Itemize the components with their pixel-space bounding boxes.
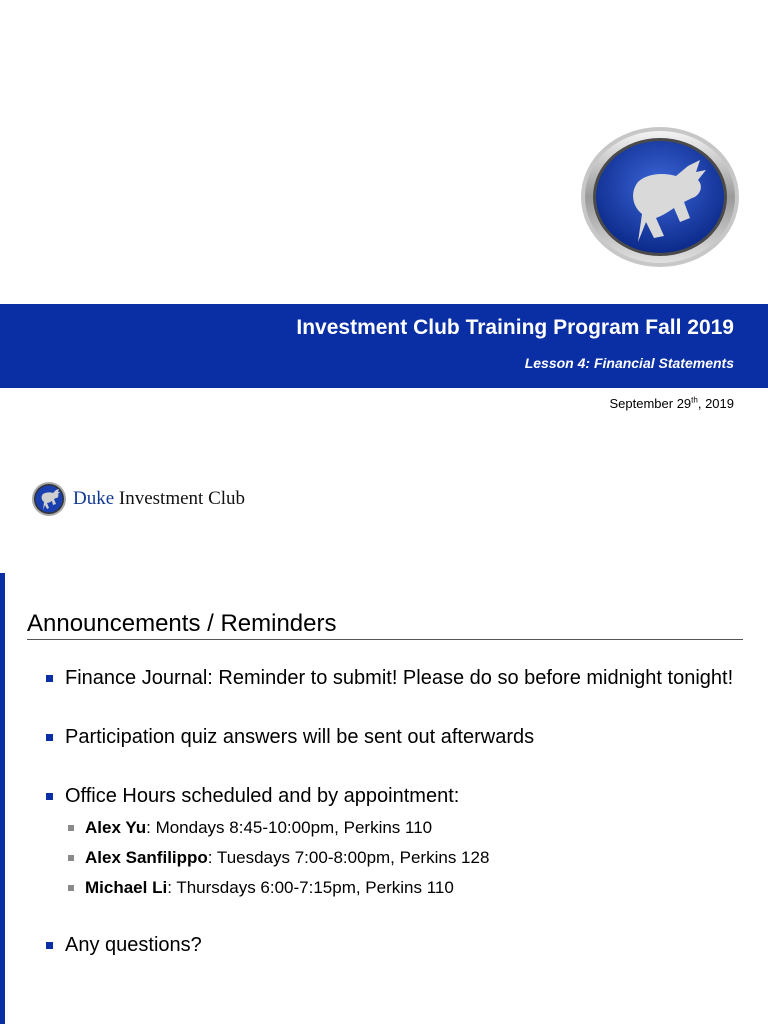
date-suffix: th [691, 395, 698, 405]
bullet-icon [46, 734, 53, 741]
club-logo [31, 481, 245, 517]
list-item [46, 664, 736, 692]
accent-bar [0, 573, 5, 1024]
bull-emblem-icon [580, 126, 740, 268]
bullet-icon [46, 942, 53, 949]
list-item [46, 782, 736, 810]
bullet-icon [46, 793, 53, 800]
section-divider [27, 639, 743, 640]
sub-bullet-text [85, 876, 454, 900]
sub-list-item [68, 846, 736, 870]
lesson-subtitle: Lesson 4: Financial Statements [524, 355, 734, 371]
list-item [46, 931, 736, 959]
bull-logo-icon [31, 481, 67, 517]
sub-bullet-icon [68, 885, 74, 891]
person-name: Michael Li [85, 878, 168, 897]
sub-list-item [68, 816, 736, 840]
presentation-date [610, 396, 735, 411]
list-item [46, 723, 736, 751]
sub-list-item [68, 876, 736, 900]
sub-bullet-icon [68, 855, 74, 861]
date-month-day: September 29 [609, 396, 692, 411]
date-year: , 2019 [697, 396, 734, 411]
presentation-title: Investment Club Training Program Fall 2019 [296, 316, 734, 339]
bullet-text: Participation quiz answers will be sent out afterwards [65, 726, 535, 748]
bullet-text: Any questions? [65, 934, 202, 956]
bullet-icon [46, 675, 53, 682]
person-name: Alex Sanfilippo [85, 848, 208, 867]
sub-bullet-icon [68, 825, 74, 831]
club-name-rest: Investment Club [114, 488, 246, 509]
bullet-text: Office Hours scheduled and by appointment: [65, 785, 460, 807]
hours-details: : Tuesdays 7:00-8:00pm, Perkins 128 [207, 848, 490, 867]
hours-details: : Mondays 8:45-10:00pm, Perkins 110 [146, 818, 433, 837]
announcement-list [46, 664, 736, 959]
sub-bullet-text [85, 846, 489, 870]
club-name-duke: Duke [73, 488, 115, 509]
section-title: Announcements / Reminders [27, 610, 337, 637]
person-name: Alex Yu [85, 818, 147, 837]
club-name [73, 488, 245, 510]
hours-details: : Thursdays 6:00-7:15pm, Perkins 110 [167, 878, 454, 897]
bullet-text: Finance Journal: Reminder to submit! Please do so before midnight tonight! [65, 667, 734, 689]
sub-bullet-text [85, 816, 432, 840]
